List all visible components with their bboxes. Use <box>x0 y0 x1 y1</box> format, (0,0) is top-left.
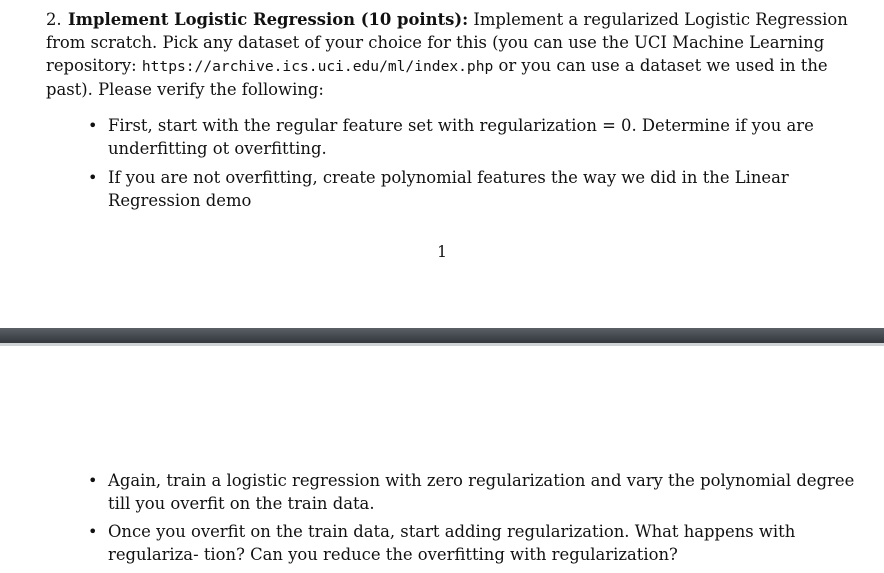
list-item <box>88 114 864 160</box>
problem-number: 2. <box>46 10 62 29</box>
problem-text-intro: Implement a regularized Logistic Regression from scratch. Pick any dataset of your choice for this (you can use the UCI Machine Learning repository: <box>46 10 848 75</box>
bullet-text: First, start with the regular feature set with regularization = 0. Determine if you are underfitting ot overfitting. <box>108 116 814 158</box>
bullet-text: If you are not overfitting, create polynomial features the way we did in the Linear Regression demo <box>108 168 789 210</box>
problem-paragraph <box>46 8 866 101</box>
bullet-text: Once you overfit on the train data, start adding regularization. What happens with regulariza- tion? Can you reduce the overfitting with regularization? <box>108 522 796 564</box>
page-break-divider <box>0 328 884 346</box>
bullet-icon: • <box>88 168 98 187</box>
dataset-url: https://archive.ics.uci.edu/ml/index.php <box>141 58 494 75</box>
list-item <box>88 469 864 515</box>
bullet-icon: • <box>88 116 98 135</box>
bullet-icon: • <box>88 522 98 541</box>
bullet-text: Again, train a logistic regression with zero regularization and vary the polynomial degree till you overfit on the train data. <box>108 471 855 513</box>
list-item <box>88 520 864 566</box>
bullet-icon: • <box>88 471 98 490</box>
problem-title: Implement Logistic Regression (10 points): <box>68 10 469 29</box>
problem-text-rest: or you can use a dataset we used in the past). Please verify the following: <box>46 56 828 99</box>
page-number: 1 <box>437 243 447 261</box>
list-item <box>88 166 864 212</box>
